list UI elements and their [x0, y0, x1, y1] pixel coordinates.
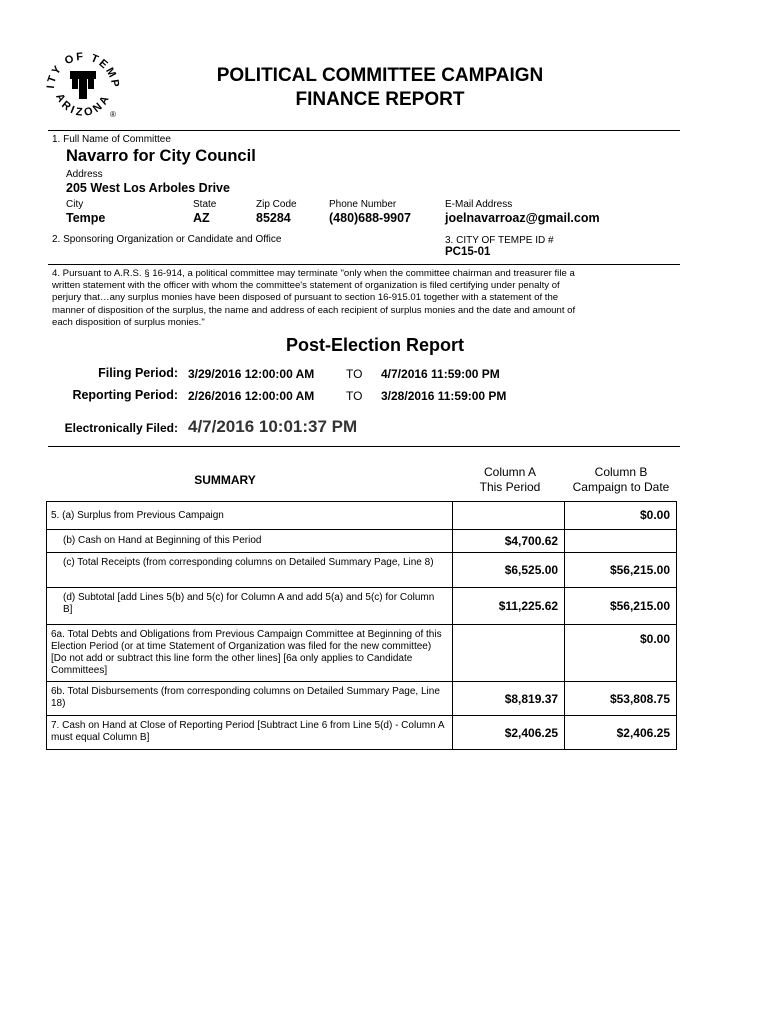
- zip-label: Zip Code: [256, 199, 297, 210]
- phone-value: (480)688-9907: [329, 211, 412, 225]
- row-column-a: [453, 625, 565, 682]
- svg-text:ARIZONA: ARIZONA: [53, 91, 113, 119]
- committee-name: Navarro for City Council: [66, 147, 256, 165]
- row-column-b: $56,215.00: [565, 588, 677, 625]
- column-b-header: [565, 465, 677, 495]
- filing-period-label: Filing Period:: [98, 366, 178, 380]
- city-id-value: PC15-01: [445, 246, 491, 258]
- report-title-line1: POLITICAL COMMITTEE CAMPAIGN: [216, 65, 544, 86]
- table-row: [47, 502, 677, 530]
- row-description: (c) Total Receipts (from corresponding columns on Detailed Summary Page, Line 8): [47, 553, 453, 588]
- notice-line: perjury that…any surplus monies have been disposed of pursuant to section 16-915.01 together with a statement of the: [52, 292, 559, 304]
- row-column-b: $0.00: [565, 625, 677, 682]
- column-a-title: Column A: [483, 465, 537, 479]
- row-column-b: $56,215.00: [565, 553, 677, 588]
- email-label: E-Mail Address: [445, 199, 513, 210]
- table-row: [47, 530, 677, 553]
- row-column-b: [565, 530, 677, 553]
- reporting-period-to-word: TO: [346, 389, 363, 403]
- table-row: [47, 716, 677, 750]
- city-id-label: 3. CITY OF TEMPE ID #: [445, 235, 554, 246]
- address-label: Address: [66, 169, 103, 180]
- row-column-b: $0.00: [565, 502, 677, 530]
- sponsor-label: 2. Sponsoring Organization or Candidate and Office: [52, 234, 282, 245]
- row-column-a: $4,700.62: [453, 530, 565, 553]
- report-title-line2: FINANCE REPORT: [295, 89, 465, 110]
- row-column-b: $53,808.75: [565, 682, 677, 716]
- row-column-a: $2,406.25: [453, 716, 565, 750]
- row-description: (b) Cash on Hand at Beginning of this Period: [47, 530, 453, 553]
- row-column-a: $8,819.37: [453, 682, 565, 716]
- address-value: 205 West Los Arboles Drive: [66, 181, 230, 195]
- phone-label: Phone Number: [329, 199, 397, 210]
- column-b-title: Column B: [594, 465, 648, 479]
- report-type: Post-Election Report: [285, 335, 464, 355]
- svg-text:®: ®: [110, 110, 116, 119]
- reporting-period-to: 3/28/2016 11:59:00 PM: [381, 389, 507, 403]
- row-column-a: $11,225.62: [453, 588, 565, 625]
- reporting-period-label: Reporting Period:: [72, 388, 178, 402]
- notice-line: each disposition of surplus monies.": [52, 316, 205, 328]
- row-column-a: $6,525.00: [453, 553, 565, 588]
- divider: [48, 446, 680, 447]
- divider: [48, 264, 680, 265]
- column-a-header: [455, 465, 565, 495]
- efiled-label: Electronically Filed:: [64, 421, 178, 435]
- row-description: 7. Cash on Hand at Close of Reporting Period [Subtract Line 6 from Line 5(d) - Column A must equal Column B]: [47, 716, 453, 750]
- table-row: [47, 625, 677, 682]
- city-of-tempe-logo: [44, 45, 122, 123]
- zip-value: 85284: [256, 211, 291, 225]
- row-description: 6a. Total Debts and Obligations from Previous Campaign Committee at Beginning of this Election Period (or at time Statement of Organization was filed for the new committee) [Do not add or subtract this line form the other lines] [6a only applies to Candidate Committees]: [47, 625, 453, 682]
- termination-notice: [52, 268, 612, 329]
- divider: [48, 130, 680, 131]
- summary-table: [46, 501, 677, 750]
- column-a-subtitle: This Period: [479, 480, 541, 494]
- summary-heading: SUMMARY: [194, 473, 256, 487]
- table-row: [47, 553, 677, 588]
- email-value: joelnavarroaz@gmail.com: [445, 211, 600, 225]
- filing-period-to-word: TO: [346, 367, 363, 381]
- filing-period-to: 4/7/2016 11:59:00 PM: [381, 367, 500, 381]
- row-column-a: [453, 502, 565, 530]
- row-description: (d) Subtotal [add Lines 5(b) and 5(c) for Column A and add 5(a) and 5(c) for Column B]: [47, 588, 453, 625]
- filing-period-from: 3/29/2016 12:00:00 AM: [188, 367, 315, 381]
- city-value: Tempe: [66, 211, 106, 225]
- state-value: AZ: [193, 211, 210, 225]
- notice-line: written statement with the officer with whom the committee's statement of organization is filed certifying under penalty of: [52, 280, 560, 292]
- notice-line: 4. Pursuant to A.R.S. § 16-914, a political committee may terminate "only when the committee chairman and treasurer file a: [52, 268, 575, 279]
- svg-text:CITY OF TEMPE: ITY OF TEMP: [44, 50, 122, 90]
- efiled-value: 4/7/2016 10:01:37 PM: [188, 417, 358, 436]
- tempe-seal-icon: [44, 45, 122, 123]
- reporting-period-from: 2/26/2016 12:00:00 AM: [188, 389, 315, 403]
- state-label: State: [193, 199, 217, 210]
- notice-line: manner of disposition of the surplus, the name and address of each recipient of surplus monies and the date and amount of: [52, 304, 576, 316]
- row-description: 5. (a) Surplus from Previous Campaign: [47, 502, 453, 530]
- committee-name-label: 1. Full Name of Committee: [52, 134, 171, 145]
- row-column-b: $2,406.25: [565, 716, 677, 750]
- table-row: [47, 588, 677, 625]
- column-b-subtitle: Campaign to Date: [572, 480, 670, 494]
- table-row: [47, 682, 677, 716]
- row-description: 6b. Total Disbursements (from corresponding columns on Detailed Summary Page, Line 18): [47, 682, 453, 716]
- city-label: City: [66, 199, 84, 210]
